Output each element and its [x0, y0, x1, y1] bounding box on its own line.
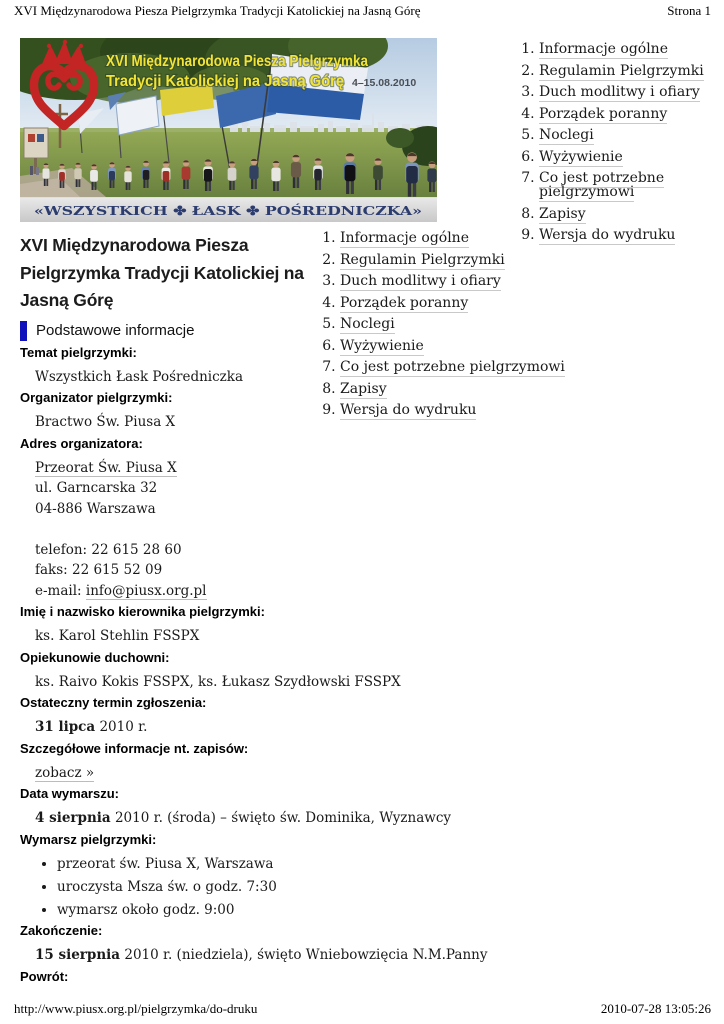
przeorat-link[interactable]: Przeorat Św. Piusa X: [35, 459, 177, 476]
termin-date-bold: 31 lipca: [35, 719, 96, 735]
banner-motto: «WSZYSTKICH ✤ ŁASK ✤ POŚREDNICZKA»: [34, 203, 341, 218]
field-label-zakonczenie: Zakończenie:: [20, 923, 103, 938]
print-header: [14, 3, 711, 19]
field-label-kierownik: Imię i nazwisko kierownika pielgrzymki:: [20, 604, 265, 619]
field-value-zakonczenie: [35, 945, 520, 966]
article: [20, 232, 520, 991]
address-line-fax: faks: 22 615 52 09: [35, 562, 163, 578]
banner-date-range: 4–15.08.2010: [352, 77, 417, 89]
menu-link-wersja[interactable]: Wersja do wydruku: [340, 402, 477, 418]
field-label-zapisy: Szczegółowe informacje nt. zapisów:: [20, 740, 249, 756]
section-accent-bar: [20, 321, 27, 341]
pilgrimage-banner-image: [20, 38, 437, 222]
section-heading-label: Podstawowe informacje: [36, 321, 195, 339]
wymarsz-date-rest: 2010 r. (środa) – święto św. Dominika, Wyznawcy: [110, 810, 452, 826]
page-title: [20, 232, 520, 315]
banner-photo: [20, 38, 437, 222]
field-label-data-wymarszu: Data wymarszu:: [20, 786, 119, 801]
field-value-kierownik: ks. Karol Stehlin FSSPX: [35, 628, 200, 644]
print-footer-url: http://www.piusx.org.pl/pielgrzymka/do-druku: [14, 1001, 258, 1016]
field-value-opiekunowie: ks. Raivo Kokis FSSPX, ks. Łukasz Szydłowski FSSPX: [35, 673, 401, 690]
menu-right: [512, 42, 724, 250]
address-line: [35, 458, 520, 479]
menu-item: [539, 228, 724, 242]
termin-date-rest: 2010 r.: [95, 719, 148, 735]
menu-link-noclegi[interactable]: Noclegi: [340, 316, 395, 332]
address-line-email: [35, 581, 520, 602]
menu-link-informacje[interactable]: Informacje ogólne: [539, 41, 668, 57]
field-value-termin: [35, 717, 520, 738]
field-value-organizator: Bractwo Św. Piusa X: [35, 414, 176, 430]
field-label-termin: Ostateczny termin zgłoszenia:: [20, 695, 207, 710]
email-link[interactable]: info@piusx.org.pl: [85, 582, 207, 599]
menu-item: [539, 85, 724, 99]
field-label-temat: Temat pielgrzymki:: [20, 344, 137, 360]
section-heading: [20, 321, 520, 341]
menu-link-duch[interactable]: Duch modlitwy i ofiary: [340, 273, 501, 289]
menu-link-informacje[interactable]: Informacje ogólne: [340, 230, 469, 246]
address-blank-line: [35, 519, 520, 540]
page-title-line1: XVI Międzynarodowa Piesza: [20, 235, 249, 255]
print-page-number: Strona 1: [667, 3, 711, 18]
field-label-powrot: Powrót:: [20, 968, 69, 984]
bullet-item: • uroczysta Msza św. o godz. 7:30: [57, 877, 520, 898]
menu-link-regulamin[interactable]: Regulamin Pielgrzymki: [539, 62, 704, 79]
banner-title-line1: XVI Międzynarodowa Piesza Pielgrzymka: [106, 53, 369, 70]
address-line-city: 04-886 Warszawa: [35, 500, 156, 517]
page-title-line3: Jasną Górę: [20, 290, 114, 310]
zakonczenie-date-rest: 2010 r. (niedziela), święto Wniebowzięcia N.M.Panny: [120, 947, 488, 963]
menu-link-zapisy[interactable]: Zapisy: [340, 380, 387, 397]
print-footer-timestamp: 2010-07-28 13:05:26: [600, 1001, 711, 1016]
print-footer: [14, 1001, 711, 1017]
field-label-organizator: Organizator pielgrzymki:: [20, 390, 173, 405]
menu-link-porzadek[interactable]: Porządek poranny: [340, 294, 469, 311]
bullet-item: • wymarsz około godz. 9:00: [57, 900, 520, 921]
address-block: [35, 458, 520, 602]
bullet-item: • przeorat św. Piusa X, Warszawa: [57, 854, 520, 875]
menu-link-zapisy[interactable]: Zapisy: [539, 205, 586, 222]
field-value-zapisy: [35, 763, 520, 784]
wymarsz-date-bold: 4 sierpnia: [35, 810, 111, 826]
menu-item: [539, 128, 724, 142]
page-title-line2: Pielgrzymka Tradycji Katolickiej na: [20, 262, 304, 283]
menu-link-duch[interactable]: Duch modlitwy i ofiary: [539, 84, 700, 100]
email-prefix: e-mail:: [35, 582, 86, 599]
menu-link-wyzywienie[interactable]: Wyżywienie: [340, 337, 424, 354]
address-line-street: ul. Garncarska 32: [35, 480, 158, 496]
field-label-opiekunowie: Opiekunowie duchowni:: [20, 649, 170, 665]
menu-link-wersja[interactable]: Wersja do wydruku: [539, 227, 676, 243]
zobacz-link[interactable]: zobacz »: [35, 764, 95, 781]
menu-link-regulamin[interactable]: Regulamin Pielgrzymki: [340, 251, 505, 268]
menu-link-porzadek[interactable]: Porządek poranny: [539, 105, 668, 122]
field-label-adres: Adres organizatora:: [20, 435, 143, 451]
menu-link-potrzebne[interactable]: Co jest potrzebne pielgrzymowi: [539, 170, 665, 200]
menu-link-potrzebne[interactable]: Co jest potrzebne pielgrzymowi: [340, 359, 565, 375]
print-header-title: XVI Międzynarodowa Piesza Pielgrzymka Tradycji Katolickiej na Jasną Górę: [14, 3, 421, 18]
menu-item: [539, 64, 724, 78]
field-value-temat: Wszystkich Łask Pośredniczka: [35, 368, 244, 385]
field-label-wymarsz: Wymarsz pielgrzymki:: [20, 831, 157, 847]
zakonczenie-date-bold: 15 sierpnia: [35, 947, 121, 963]
field-value-data-wymarszu: [35, 808, 520, 829]
menu-item: [539, 42, 724, 56]
menu-item: [539, 107, 724, 121]
menu-item: [539, 150, 724, 164]
address-line-phone: telefon: 22 615 28 60: [35, 541, 182, 558]
menu-link-wyzywienie[interactable]: Wyżywienie: [539, 148, 623, 165]
banner-title-line2: Tradycji Katolickiej na Jasną Górę: [106, 73, 345, 90]
menu-link-noclegi[interactable]: Noclegi: [539, 127, 594, 143]
wymarsz-bullet-list: [20, 854, 520, 921]
menu-item: [539, 207, 724, 221]
menu-item: [539, 171, 724, 199]
